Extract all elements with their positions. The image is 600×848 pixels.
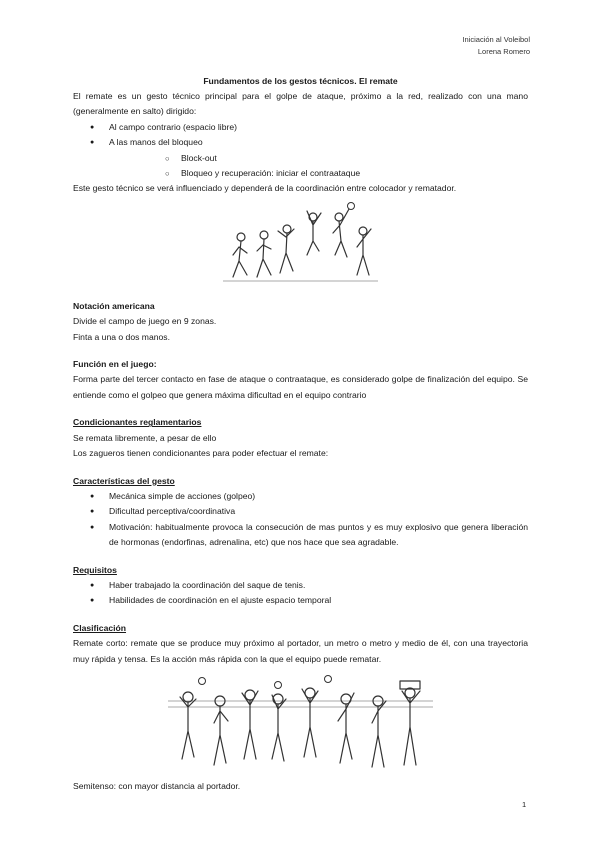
condicionantes-line: Los zagueros tienen condicionantes para poder efectuar el remate:	[73, 448, 329, 459]
quick-attack-sequence-illustration	[73, 671, 528, 775]
condicionantes-line: Se remata libremente, a pesar de ello	[73, 432, 217, 443]
intro-closing: Este gesto técnico se verá influenciado y dependerá de la coordinación entre colocador y rematador.	[73, 183, 457, 194]
list-item: ● Haber trabajado la coordinación del saque de tenis.	[73, 578, 528, 593]
funcion-text: Forma parte del tercer contacto en fase de ataque o contraataque, es considerado golpe de finalización del equipo. Se entiende como el golpeo que genera máxima dificultad en el equipo contrario	[73, 374, 528, 400]
heading-caracteristicas: Características del gesto	[73, 475, 175, 486]
list-item: ● A las manos del bloqueo ○ Block-out ○ Bloqueo y recuperación: iniciar el contraataque	[73, 135, 528, 181]
spike-sequence-illustration	[73, 201, 528, 287]
heading-funcion: Función en el juego:	[73, 359, 157, 370]
list-item: ● Motivación: habitualmente provoca la consecución de mas puntos y es muy explosivo que genera liberación de hormonas (endorfinas, adrenalina, etc) que nos hace que sea agradable.	[73, 520, 528, 551]
section-notacion	[73, 299, 528, 345]
spike-sequence-icon	[223, 201, 378, 287]
list-item: ● Habilidades de coordinación en el ajuste espacio temporal	[73, 593, 528, 608]
list-item: ● Mecánica simple de acciones (golpeo)	[73, 489, 528, 504]
document-title: Fundamentos de los gestos técnicos. El remate	[203, 76, 398, 86]
section-condicionantes	[73, 415, 528, 461]
heading-clasificacion: Clasificación	[73, 622, 127, 633]
section-clasificacion	[73, 621, 528, 667]
heading-requisitos: Requisitos	[73, 564, 117, 575]
caracteristicas-list	[73, 489, 528, 551]
section-caracteristicas	[73, 474, 528, 551]
intro-paragraph: El remate es un gesto técnico principal para el golpe de ataque, próximo a la red, realizado con una mano (generalmente en salto) dirigido:	[73, 91, 528, 117]
header-author: Lorena Romero	[477, 47, 530, 56]
requisitos-list	[73, 578, 528, 609]
semitenso-text: Semitenso: con mayor distancia al portador.	[73, 780, 241, 791]
notacion-line: Finta a una o dos manos.	[73, 331, 170, 342]
sub-list	[109, 151, 528, 182]
header-course: Iniciación al Voleibol	[462, 35, 530, 44]
sub-list-item: ○ Bloqueo y recuperación: iniciar el contraataque	[109, 166, 528, 181]
list-item: ● Al campo contrario (espacio libre)	[73, 120, 528, 135]
page-number: 1	[522, 800, 527, 809]
section-funcion	[73, 357, 528, 403]
heading-condicionantes: Condicionantes reglamentarios	[73, 417, 202, 428]
clasificacion-text: Remate corto: remate que se produce muy próximo al portador, un metro o metro y medio de él, con una trayectoria muy rápida y tensa. Es la acción más rápida con la que el equipo puede rematar.	[73, 638, 528, 664]
notacion-line: Divide el campo de juego en 9 zonas.	[73, 316, 217, 327]
intro-list	[73, 120, 528, 182]
list-item: ● Dificultad perceptiva/coordinativa	[73, 504, 528, 519]
section-requisitos	[73, 563, 528, 609]
quick-attack-sequence-icon	[168, 671, 433, 775]
document-body	[73, 74, 528, 794]
page-header	[462, 34, 530, 58]
sub-list-item: ○ Block-out	[109, 151, 528, 166]
heading-notacion: Notación americana	[73, 300, 155, 311]
